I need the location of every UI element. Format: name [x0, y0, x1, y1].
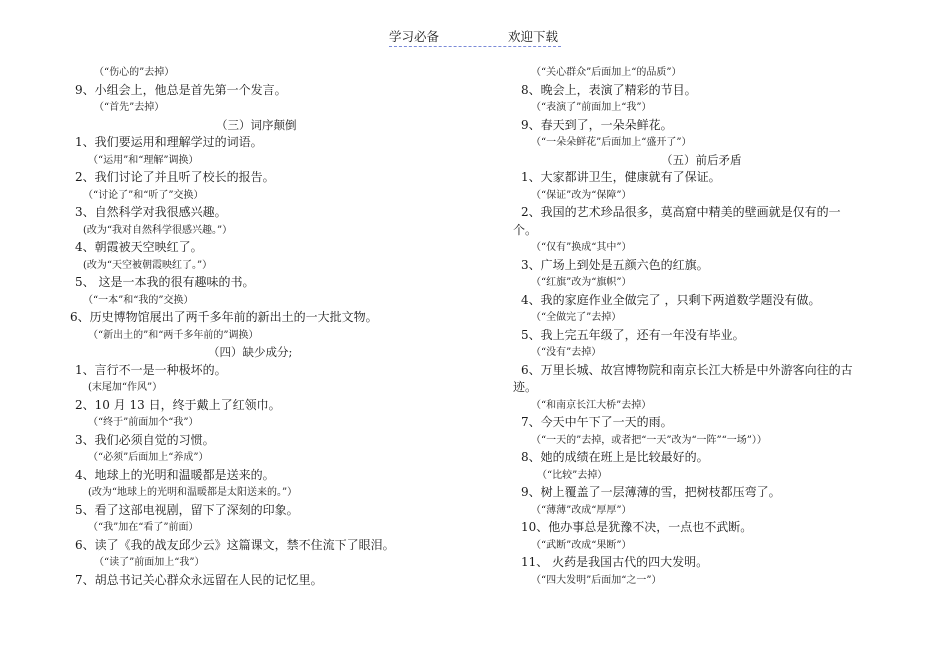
correction-note: (末尾加“作风”） — [88, 382, 163, 393]
header-dashed-rule — [389, 46, 561, 47]
exercise-sentence: 1、言行不一是一种极坏的。 — [75, 362, 227, 377]
exercise-sentence: 9、春天到了，一朵朵鲜花。 — [521, 117, 673, 132]
exercise-sentence: 6、读了《我的战友邱少云》这篇课文，禁不住流下了眼泪。 — [75, 537, 395, 552]
section-heading: （三）词序颠倒 — [216, 117, 297, 132]
correction-note: （“伤心的”去掉） — [94, 67, 175, 78]
exercise-sentence: 1、大家都讲卫生，健康就有了保证。 — [521, 170, 721, 184]
correction-note: （“必须”后面加上“养成”） — [88, 452, 209, 463]
correction-note: （“一本”和“我的”交换） — [83, 294, 194, 306]
correction-note: （“一天的”去掉，或者把“一天”改为“一阵”“一场”）） — [531, 434, 767, 446]
exercise-sentence: 3、广场上到处是五颜六色的红旗。 — [521, 257, 709, 272]
exercise-sentence: 6、万里长城、故宫博物院和南京长江大桥是中外游客向往的古迹。 — [513, 362, 853, 394]
correction-note: （“运用”和“理解”调换） — [88, 154, 199, 166]
header-right-title: 欢迎下载 — [508, 29, 559, 44]
right-column — [513, 64, 863, 589]
left-column — [70, 64, 462, 589]
exercise-sentence: 4、地球上的光明和温暖都是送来的。 — [75, 467, 275, 482]
correction-note: （“我”加在“看了”前面） — [88, 522, 199, 533]
correction-note: （“读了”前面加上“我”） — [94, 557, 205, 568]
exercise-sentence: 6、历史博物馆展出了两千多年前的新出土的一大批文物。 — [70, 310, 378, 324]
correction-note: （“首先”去掉） — [94, 102, 165, 113]
correction-note: （“武断”改成“果断”） — [531, 539, 632, 551]
exercise-sentence: 1、我们要运用和理解学过的词语。 — [75, 135, 263, 149]
correction-note: （“一朵朵鲜花”后面加上“盛开了”） — [531, 137, 692, 148]
exercise-sentence: 10、他办事总是犹豫不决，一点也不武断。 — [521, 520, 753, 534]
correction-note: （“比较”去掉） — [537, 469, 608, 481]
correction-note: （“全做完了”去掉） — [531, 312, 622, 323]
correction-note: （“保证”改为“保障”） — [531, 189, 632, 201]
exercise-sentence: 5、看了这部电视剧，留下了深刻的印象。 — [75, 502, 299, 517]
exercise-sentence: 3、我们必须自觉的习惯。 — [75, 432, 215, 447]
exercise-sentence: 3、自然科学对我很感兴趣。 — [75, 205, 227, 219]
exercise-sentence: 8、她的成绩在班上是比较最好的。 — [521, 450, 709, 464]
exercise-sentence: 8、晚会上，表演了精彩的节目。 — [521, 82, 697, 97]
correction-note: （“薄薄”改成“厚厚”） — [531, 504, 632, 516]
correction-note: (改为“我对自然科学很感兴趣。”） — [83, 224, 233, 236]
correction-note: （“关心群众”后面加上“的品质”） — [531, 67, 682, 78]
exercise-sentence: 7、胡总书记关心群众永远留在人民的记忆里。 — [75, 572, 323, 587]
correction-note: (改为“地球上的光明和温暖都是太阳送来的。”） — [88, 487, 298, 498]
section-heading: （四）缺少成分; — [208, 345, 293, 359]
exercise-sentence: 9、小组会上，他总是首先第一个发言。 — [75, 82, 287, 97]
correction-note: （“红旗”改为“旗帜”） — [531, 277, 632, 288]
exercise-sentence: 5、 这是一本我的很有趣味的书。 — [75, 275, 255, 289]
correction-note: （“四大发明”后面加“之一”） — [531, 574, 662, 586]
header-left-title: 学习必备 — [389, 29, 440, 44]
correction-note: （“讨论了”和“听了”交换） — [83, 189, 204, 201]
correction-note: （“和南京长江大桥”去掉） — [531, 399, 652, 411]
section-heading: （五）前后矛盾 — [661, 152, 742, 167]
exercise-sentence: 11、 火药是我国古代的四大发明。 — [521, 555, 709, 569]
exercise-sentence: 7、今天中午下了一天的雨。 — [521, 415, 673, 429]
correction-note: (改为“天空被朝霞映红了。”） — [83, 259, 213, 271]
exercise-sentence: 9、树上覆盖了一层薄薄的雪，把树枝都压弯了。 — [521, 485, 781, 499]
exercise-sentence: 5、我上完五年级了，还有一年没有毕业。 — [521, 327, 745, 342]
exercise-sentence: 4、我的家庭作业全做完了 ，只剩下两道数学题没有做。 — [521, 292, 821, 307]
correction-note: （“没有”去掉） — [531, 347, 602, 358]
exercise-sentence: 2、我国的艺术珍品很多，莫高窟中精美的壁画就是仅有的一个。 — [513, 205, 841, 237]
exercise-sentence: 2、10 月 13 日，终于戴上了红领巾。 — [75, 397, 281, 412]
correction-note: （“终于”前面加个“我”） — [88, 417, 199, 428]
exercise-sentence: 2、我们讨论了并且听了校长的报告。 — [75, 170, 275, 184]
correction-note: （“仅有”换成“其中”） — [531, 242, 632, 253]
exercise-sentence: 4、朝霞被天空映红了。 — [75, 240, 203, 254]
correction-note: （“新出土的”和“两千多年前的”调换） — [88, 329, 259, 341]
correction-note: （“表演了”前面加上“我”） — [531, 102, 652, 113]
